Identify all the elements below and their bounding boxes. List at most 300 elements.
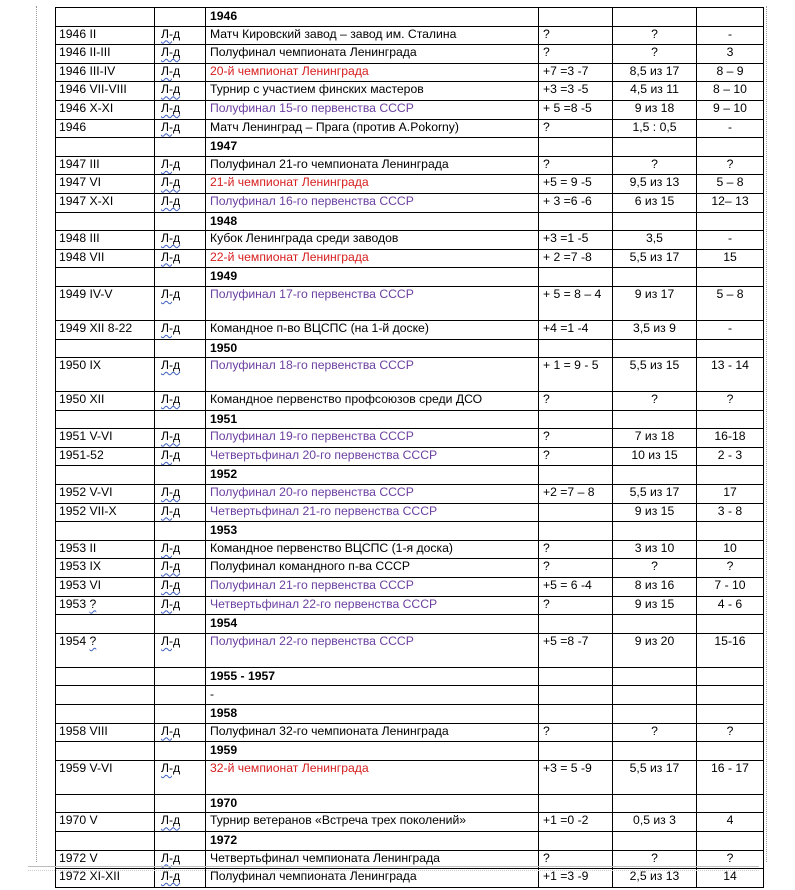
table-row xyxy=(56,869,764,888)
date-cell: 1946 VII-VIII xyxy=(56,82,155,101)
event-name-cell: Командное п-во ВЦСПС (на 1-й доске) xyxy=(206,320,539,339)
score-cell: +5 = 9 -5 xyxy=(539,175,613,194)
city-cell: Л-д xyxy=(155,193,206,212)
date-cell: 1948 VII xyxy=(56,249,155,268)
date-cell: 1972 V xyxy=(56,850,155,869)
table-row xyxy=(56,760,764,794)
points-cell: 4,5 из 11 xyxy=(613,82,697,101)
year-header-row xyxy=(56,742,764,761)
event-name-cell: Четвертьфинал чемпионата Ленинграда xyxy=(206,850,539,869)
city-cell: Л-д xyxy=(155,559,206,578)
date-cell-empty xyxy=(56,410,155,429)
city-cell-empty xyxy=(155,705,206,724)
date-cell: 1953 ? xyxy=(56,596,155,615)
city-cell-empty xyxy=(155,742,206,761)
year-heading: 1948 xyxy=(206,212,539,231)
date-cell: 1970 V xyxy=(56,813,155,832)
table-row xyxy=(56,231,764,250)
year-heading: 1972 xyxy=(206,831,539,850)
event-name-cell: Полуфинал 20-го первенства СССР xyxy=(206,485,539,504)
page-bottom-rule xyxy=(28,866,759,867)
table-row xyxy=(56,813,764,832)
date-cell: 1946 III-IV xyxy=(56,63,155,82)
city-cell: Л-д xyxy=(155,503,206,522)
date-cell-empty xyxy=(56,8,155,27)
page-bottom-dotted-rule xyxy=(28,870,759,871)
event-name-cell: Полуфинал 18-го первенства СССР xyxy=(206,358,539,392)
table-row xyxy=(56,286,764,320)
date-cell: 1953 VI xyxy=(56,578,155,597)
city-cell-empty xyxy=(155,466,206,485)
place-cell-empty xyxy=(613,742,697,761)
city-cell: Л-д xyxy=(155,249,206,268)
score-cell: ? xyxy=(539,26,613,45)
score-cell-empty xyxy=(539,268,613,287)
year-header-row xyxy=(56,466,764,485)
score-cell: ? xyxy=(539,596,613,615)
city-cell: Л-д xyxy=(155,82,206,101)
year-heading: 1958 xyxy=(206,705,539,724)
year-heading: 1950 xyxy=(206,339,539,358)
date-cell: 1953 IX xyxy=(56,559,155,578)
year-header-row xyxy=(56,667,764,686)
date-cell: 1959 V-VI xyxy=(56,760,155,794)
score-cell: +3 =1 -5 xyxy=(539,231,613,250)
table-row xyxy=(56,358,764,392)
place-rank-cell: 3 xyxy=(697,45,764,64)
score-cell: ? xyxy=(539,850,613,869)
table-row xyxy=(56,249,764,268)
score-cell: + 3 =6 -6 xyxy=(539,193,613,212)
rank-cell-empty xyxy=(697,686,764,705)
rank-cell-empty xyxy=(697,831,764,850)
year-header-row xyxy=(56,705,764,724)
points-cell: 9 из 15 xyxy=(613,503,697,522)
event-name-cell: 21-й чемпионат Ленинграда xyxy=(206,175,539,194)
points-cell: 5,5 из 17 xyxy=(613,249,697,268)
points-cell: 9,5 из 13 xyxy=(613,175,697,194)
table-row xyxy=(56,596,764,615)
city-cell: Л-д xyxy=(155,63,206,82)
event-name-cell: 20-й чемпионат Ленинграда xyxy=(206,63,539,82)
score-cell-empty xyxy=(539,339,613,358)
score-cell xyxy=(539,503,613,522)
city-cell-empty xyxy=(155,686,206,705)
points-cell: 5,5 из 17 xyxy=(613,485,697,504)
city-cell: Л-д xyxy=(155,429,206,448)
rank-cell-empty xyxy=(697,522,764,541)
table-row xyxy=(56,100,764,119)
rank-cell-empty xyxy=(697,794,764,813)
event-name-cell: Четвертьфинал 21-го первенства СССР xyxy=(206,503,539,522)
points-cell: ? xyxy=(613,723,697,742)
year-heading: 1951 xyxy=(206,410,539,429)
table-row xyxy=(56,578,764,597)
points-cell: 8,5 из 17 xyxy=(613,63,697,82)
place-cell-empty xyxy=(613,339,697,358)
place-rank-cell: 2 - 3 xyxy=(697,447,764,466)
city-cell: Л-д xyxy=(155,231,206,250)
rank-cell-empty xyxy=(697,742,764,761)
place-rank-cell: 5 – 8 xyxy=(697,175,764,194)
city-cell-empty xyxy=(155,138,206,157)
score-cell: ? xyxy=(539,559,613,578)
points-cell: 0,5 из 3 xyxy=(613,813,697,832)
event-name-cell: 22-й чемпионат Ленинграда xyxy=(206,249,539,268)
place-rank-cell: - xyxy=(697,119,764,138)
points-cell: 10 из 15 xyxy=(613,447,697,466)
place-cell-empty xyxy=(613,138,697,157)
date-cell: 1947 X-XI xyxy=(56,193,155,212)
place-rank-cell: 10 xyxy=(697,540,764,559)
city-cell: Л-д xyxy=(155,723,206,742)
date-cell-empty xyxy=(56,339,155,358)
points-cell: ? xyxy=(613,156,697,175)
score-cell: ? xyxy=(539,540,613,559)
table-row xyxy=(56,447,764,466)
score-cell: +5 = 6 -4 xyxy=(539,578,613,597)
tournament-table xyxy=(55,7,764,888)
city-cell: Л-д xyxy=(155,358,206,392)
rank-cell-empty xyxy=(697,268,764,287)
place-rank-cell: 4 xyxy=(697,813,764,832)
points-cell: 5,5 из 17 xyxy=(613,760,697,794)
city-cell: Л-д xyxy=(155,175,206,194)
score-cell: +4 =1 -4 xyxy=(539,320,613,339)
place-rank-cell: 16 - 17 xyxy=(697,760,764,794)
city-cell-empty xyxy=(155,615,206,634)
points-cell: ? xyxy=(613,26,697,45)
place-rank-cell: ? xyxy=(697,392,764,411)
event-name-cell: Полуфинал 16-го первенства СССР xyxy=(206,193,539,212)
date-cell: 1950 XII xyxy=(56,392,155,411)
points-cell: 5,5 из 15 xyxy=(613,358,697,392)
date-cell: 1946 II-III xyxy=(56,45,155,64)
city-cell: Л-д xyxy=(155,760,206,794)
event-name-cell: Четвертьфинал 22-го первенства СССР xyxy=(206,596,539,615)
score-cell: ? xyxy=(539,447,613,466)
place-cell-empty xyxy=(613,268,697,287)
city-cell-empty xyxy=(155,794,206,813)
city-cell: Л-д xyxy=(155,26,206,45)
place-rank-cell: 4 - 6 xyxy=(697,596,764,615)
place-cell-empty xyxy=(613,8,697,27)
table-row xyxy=(56,633,764,667)
date-cell: 1972 XI-XII xyxy=(56,869,155,888)
city-cell: Л-д xyxy=(155,392,206,411)
city-cell-empty xyxy=(155,831,206,850)
table-row xyxy=(56,26,764,45)
score-cell: +3 = 5 -9 xyxy=(539,760,613,794)
place-rank-cell: 3 - 8 xyxy=(697,503,764,522)
place-cell-empty xyxy=(613,831,697,850)
date-cell: 1946 X-XI xyxy=(56,100,155,119)
event-name-cell: Турнир ветеранов «Встреча трех поколений» xyxy=(206,813,539,832)
points-cell: ? xyxy=(613,45,697,64)
year-heading: - xyxy=(206,686,539,705)
place-rank-cell: 5 – 8 xyxy=(697,286,764,320)
rank-cell-empty xyxy=(697,705,764,724)
place-rank-cell: ? xyxy=(697,723,764,742)
year-heading: 1970 xyxy=(206,794,539,813)
date-cell-empty xyxy=(56,742,155,761)
table-row xyxy=(56,429,764,448)
city-cell: Л-д xyxy=(155,156,206,175)
year-header-row xyxy=(56,615,764,634)
score-cell-empty xyxy=(539,522,613,541)
score-cell: ? xyxy=(539,429,613,448)
city-cell: Л-д xyxy=(155,45,206,64)
date-cell-empty xyxy=(56,615,155,634)
year-header-row xyxy=(56,212,764,231)
event-name-cell: Полуфинал 21-го первенства СССР xyxy=(206,578,539,597)
place-rank-cell: 8 – 9 xyxy=(697,63,764,82)
year-heading: 1949 xyxy=(206,268,539,287)
year-header-row xyxy=(56,268,764,287)
city-cell-empty xyxy=(155,212,206,231)
score-cell: +5 =8 -7 xyxy=(539,633,613,667)
rank-cell-empty xyxy=(697,212,764,231)
event-name-cell: Полуфинал 15-го первенства СССР xyxy=(206,100,539,119)
table-row xyxy=(56,193,764,212)
score-cell: ? xyxy=(539,156,613,175)
points-cell: 9 из 18 xyxy=(613,100,697,119)
year-header-row xyxy=(56,831,764,850)
city-cell: Л-д xyxy=(155,447,206,466)
city-cell: Л-д xyxy=(155,596,206,615)
rank-cell-empty xyxy=(697,466,764,485)
place-rank-cell: ? xyxy=(697,559,764,578)
city-cell: Л-д xyxy=(155,540,206,559)
date-cell-empty xyxy=(56,705,155,724)
city-cell: Л-д xyxy=(155,850,206,869)
place-rank-cell: ? xyxy=(697,850,764,869)
score-cell: +3 =3 -5 xyxy=(539,82,613,101)
points-cell: 3,5 из 9 xyxy=(613,320,697,339)
score-cell-empty xyxy=(539,794,613,813)
score-cell: +1 =3 -9 xyxy=(539,869,613,888)
year-heading: 1952 xyxy=(206,466,539,485)
city-cell: Л-д xyxy=(155,578,206,597)
event-name-cell: Полуфинал 17-го первенства СССР xyxy=(206,286,539,320)
place-cell-empty xyxy=(613,686,697,705)
city-cell: Л-д xyxy=(155,320,206,339)
event-name-cell: Кубок Ленинграда среди заводов xyxy=(206,231,539,250)
date-cell: 1951-52 xyxy=(56,447,155,466)
place-rank-cell: ? xyxy=(697,156,764,175)
score-cell-empty xyxy=(539,705,613,724)
event-name-cell: Полуфинал командного п-ва СССР xyxy=(206,559,539,578)
points-cell: 9 из 17 xyxy=(613,286,697,320)
score-cell: ? xyxy=(539,723,613,742)
rank-cell-empty xyxy=(697,339,764,358)
date-cell: 1949 XII 8-22 xyxy=(56,320,155,339)
place-rank-cell: 16-18 xyxy=(697,429,764,448)
spellcheck-mark: ? xyxy=(89,633,97,648)
score-cell: ? xyxy=(539,392,613,411)
date-cell: 1953 II xyxy=(56,540,155,559)
spellcheck-mark: ? xyxy=(89,596,97,611)
year-header-row xyxy=(56,794,764,813)
table-row xyxy=(56,82,764,101)
score-cell-empty xyxy=(539,742,613,761)
event-name-cell: Полуфинал 32-го чемпионата Ленинграда xyxy=(206,723,539,742)
score-cell-empty xyxy=(539,466,613,485)
place-rank-cell: 13 - 14 xyxy=(697,358,764,392)
date-cell: 1952 V-VI xyxy=(56,485,155,504)
event-name-cell: Турнир с участием финских мастеров xyxy=(206,82,539,101)
city-cell-empty xyxy=(155,667,206,686)
event-name-cell: Командное первенство ВЦСПС (1-я доска) xyxy=(206,540,539,559)
place-rank-cell: - xyxy=(697,26,764,45)
place-cell-empty xyxy=(613,615,697,634)
date-cell: 1946 II xyxy=(56,26,155,45)
points-cell: 7 из 18 xyxy=(613,429,697,448)
place-rank-cell: 15 xyxy=(697,249,764,268)
event-name-cell: Матч Кировский завод – завод им. Сталина xyxy=(206,26,539,45)
place-rank-cell: - xyxy=(697,320,764,339)
year-header-row xyxy=(56,686,764,705)
year-heading: 1953 xyxy=(206,522,539,541)
year-heading: 1955 - 1957 xyxy=(206,667,539,686)
city-cell: Л-д xyxy=(155,813,206,832)
place-cell-empty xyxy=(613,212,697,231)
place-rank-cell: - xyxy=(697,231,764,250)
score-cell: +7 =3 -7 xyxy=(539,63,613,82)
table-row xyxy=(56,175,764,194)
place-rank-cell: 12– 13 xyxy=(697,193,764,212)
event-name-cell: Матч Ленинград – Прага (против А.Pokorny) xyxy=(206,119,539,138)
date-cell: 1951 V-VI xyxy=(56,429,155,448)
score-cell: + 5 =8 -5 xyxy=(539,100,613,119)
score-cell: + 1 = 9 - 5 xyxy=(539,358,613,392)
year-header-row xyxy=(56,410,764,429)
year-heading: 1947 xyxy=(206,138,539,157)
points-cell: 9 из 15 xyxy=(613,596,697,615)
place-rank-cell: 17 xyxy=(697,485,764,504)
table-row xyxy=(56,45,764,64)
year-heading: 1959 xyxy=(206,742,539,761)
place-rank-cell: 9 – 10 xyxy=(697,100,764,119)
table-row xyxy=(56,320,764,339)
points-cell: ? xyxy=(613,559,697,578)
place-rank-cell: 15-16 xyxy=(697,633,764,667)
date-cell-empty xyxy=(56,212,155,231)
table-row xyxy=(56,485,764,504)
date-cell: 1954 ? xyxy=(56,633,155,667)
event-name-cell: Полуфинал 22-го первенства СССР xyxy=(206,633,539,667)
score-cell: ? xyxy=(539,119,613,138)
points-cell: 9 из 20 xyxy=(613,633,697,667)
place-cell-empty xyxy=(613,794,697,813)
page-margin-line-right xyxy=(766,6,767,862)
city-cell: Л-д xyxy=(155,100,206,119)
date-cell: 1946 xyxy=(56,119,155,138)
place-cell-empty xyxy=(613,705,697,724)
score-cell-empty xyxy=(539,831,613,850)
date-cell: 1952 VII-X xyxy=(56,503,155,522)
date-cell-empty xyxy=(56,667,155,686)
date-cell-empty xyxy=(56,268,155,287)
score-cell-empty xyxy=(539,615,613,634)
city-cell-empty xyxy=(155,410,206,429)
year-header-row xyxy=(56,522,764,541)
table-row xyxy=(56,156,764,175)
place-cell-empty xyxy=(613,522,697,541)
place-cell-empty xyxy=(613,410,697,429)
score-cell: ? xyxy=(539,45,613,64)
year-heading: 1946 xyxy=(206,8,539,27)
event-name-cell: 32-й чемпионат Ленинграда xyxy=(206,760,539,794)
place-rank-cell: 8 – 10 xyxy=(697,82,764,101)
points-cell: 1,5 : 0,5 xyxy=(613,119,697,138)
points-cell: ? xyxy=(613,850,697,869)
date-cell-empty xyxy=(56,794,155,813)
points-cell: 8 из 16 xyxy=(613,578,697,597)
date-cell-empty xyxy=(56,686,155,705)
place-rank-cell: 7 - 10 xyxy=(697,578,764,597)
rank-cell-empty xyxy=(697,8,764,27)
event-name-cell: Полуфинал 19-го первенства СССР xyxy=(206,429,539,448)
date-cell: 1958 VIII xyxy=(56,723,155,742)
points-cell: 6 из 15 xyxy=(613,193,697,212)
table-row xyxy=(56,559,764,578)
event-name-cell: Полуфинал 21-го чемпионата Ленинграда xyxy=(206,156,539,175)
year-header-row xyxy=(56,8,764,27)
city-cell-empty xyxy=(155,268,206,287)
event-name-cell: Полуфинал чемпионата Ленинграда xyxy=(206,45,539,64)
date-cell-empty xyxy=(56,831,155,850)
city-cell-empty xyxy=(155,8,206,27)
city-cell: Л-д xyxy=(155,286,206,320)
city-cell-empty xyxy=(155,522,206,541)
event-name-cell: Командное первенство профсоюзов среди ДСО xyxy=(206,392,539,411)
score-cell-empty xyxy=(539,667,613,686)
city-cell: Л-д xyxy=(155,633,206,667)
tournament-table-body xyxy=(56,8,764,888)
city-cell-empty xyxy=(155,339,206,358)
place-cell-empty xyxy=(613,466,697,485)
score-cell-empty xyxy=(539,686,613,705)
score-cell-empty xyxy=(539,212,613,231)
score-cell: +1 =0 -2 xyxy=(539,813,613,832)
table-row xyxy=(56,723,764,742)
rank-cell-empty xyxy=(697,615,764,634)
rank-cell-empty xyxy=(697,667,764,686)
event-name-cell: Четвертьфинал 20-го первенства СССР xyxy=(206,447,539,466)
table-row xyxy=(56,119,764,138)
table-row xyxy=(56,503,764,522)
score-cell-empty xyxy=(539,8,613,27)
date-cell-empty xyxy=(56,522,155,541)
table-row xyxy=(56,392,764,411)
city-cell: Л-д xyxy=(155,119,206,138)
place-cell-empty xyxy=(613,667,697,686)
score-cell: + 2 =7 -8 xyxy=(539,249,613,268)
page-margin-line-left xyxy=(36,6,37,862)
city-cell: Л-д xyxy=(155,485,206,504)
table-row xyxy=(56,540,764,559)
date-cell: 1949 IV-V xyxy=(56,286,155,320)
date-cell: 1948 III xyxy=(56,231,155,250)
year-header-row xyxy=(56,138,764,157)
points-cell: 3,5 xyxy=(613,231,697,250)
event-name-cell: Полуфинал чемпионата Ленинграда xyxy=(206,869,539,888)
points-cell: ? xyxy=(613,392,697,411)
date-cell-empty xyxy=(56,466,155,485)
points-cell: 2,5 из 13 xyxy=(613,869,697,888)
points-cell: 3 из 10 xyxy=(613,540,697,559)
